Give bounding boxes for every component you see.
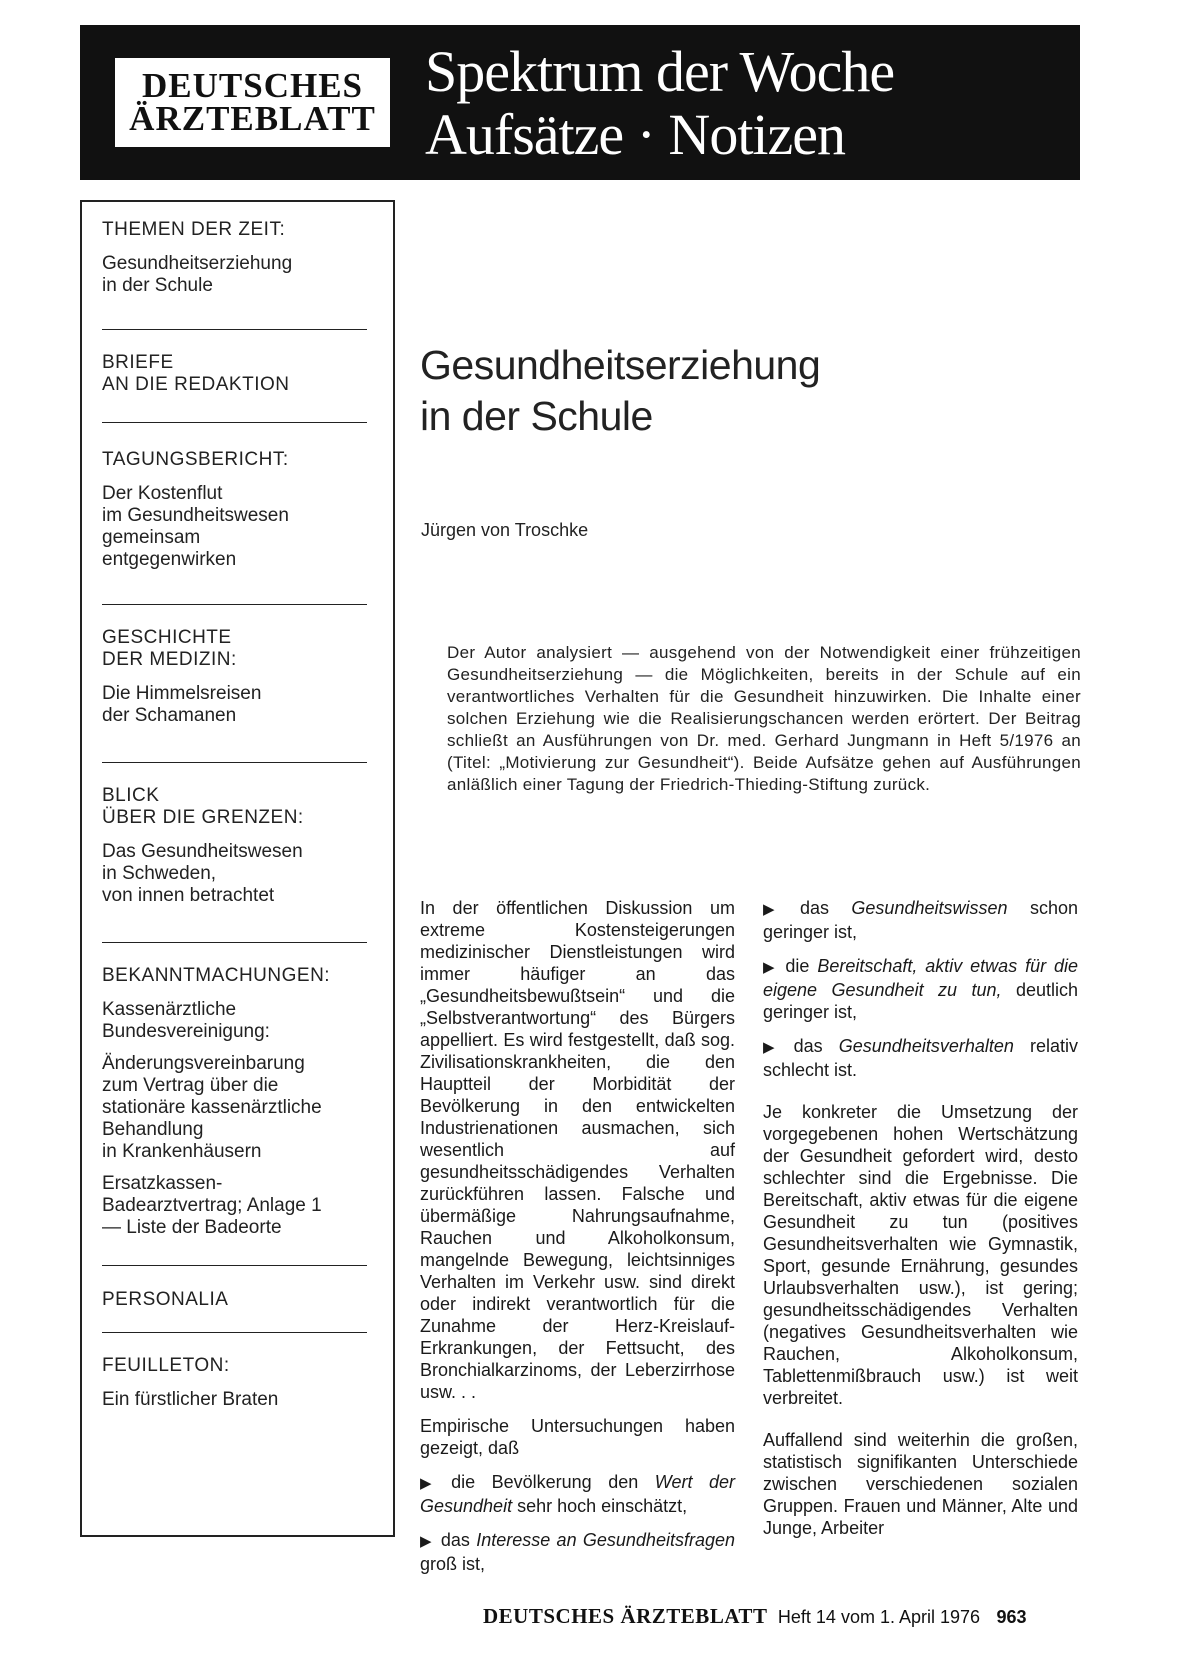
masthead [80, 25, 1080, 180]
footer-journal: DEUTSCHES ÄRZTEBLATT [483, 1604, 768, 1628]
toc-divider [102, 942, 367, 943]
toc-themen-der-zeit[interactable] [102, 219, 372, 297]
toc-geschichte[interactable] [102, 627, 372, 727]
toc-heading: FEUILLETON: [102, 1355, 230, 1376]
bullet-item: ▶ das Gesundheitsverhalten relativ schlecht ist. [763, 1036, 1078, 1080]
toc-divider [102, 1332, 367, 1333]
triangle-bullet-icon: ▶ [763, 959, 778, 976]
journal-logo [115, 58, 390, 147]
toc-heading: BRIEFE AN DIE REDAKTION [102, 352, 290, 395]
toc-entry: Ersatzkassen- Badearztvertrag; Anlage 1 — Liste der Badeorte [102, 1173, 322, 1238]
page-footer [483, 1604, 1027, 1629]
contents-sidebar [80, 200, 395, 1537]
section-title-line1: Spektrum der Woche [425, 39, 895, 104]
toc-divider [102, 422, 367, 423]
text-column-left [420, 897, 735, 1587]
triangle-bullet-icon: ▶ [763, 1039, 786, 1056]
logo-line1: DEUTSCHES [141, 66, 364, 105]
article-title-line2: in der Schule [420, 393, 653, 439]
toc-heading: BEKANNTMACHUNGEN: [102, 965, 331, 986]
author-name: Jürgen von Troschke [421, 520, 589, 540]
toc-heading: TAGUNGSBERICHT: [102, 449, 289, 470]
toc-tagungsbericht[interactable] [102, 449, 372, 571]
toc-divider [102, 1265, 367, 1266]
toc-heading: BLICK ÜBER DIE GRENZEN: [102, 785, 304, 828]
section-title [425, 40, 894, 166]
triangle-bullet-icon: ▶ [420, 1533, 433, 1550]
paragraph: In der öffentlichen Diskussion um extreme Kostensteigerungen medizinischer Dienstleistungen wird immer häufiger an das „Gesundheitsbewußtsein“ und die „Selbstverantwortung“ des Bürgers appelliert. Es wird festgestellt, daß sog. Zivilisationskrankheiten, die den Hauptteil der Morbidität der Bevölkerung in den entwickelten Industrienationen ausmachen, sich wesentlich auf gesundheitsschädigendes Verhalten zurückführen lassen. Falsche und übermäßige Nahrungsaufnahme, Rauchen und Alkoholkonsum, mangelnde Bewegung, leichtsinniges Verhalten im Verkehr usw. sind direkt oder indirekt verantwortlich für die Zunahme der Herz-Kreislauf-Erkrankungen, der Fettsucht, des Bronchialkarzinoms, der Leberzirrhose usw. . . [420, 898, 735, 1402]
triangle-bullet-icon: ▶ [420, 1475, 444, 1492]
toc-entry: Das Gesundheitswesen in Schweden, von innen betrachtet [102, 841, 303, 906]
toc-entry: Änderungsvereinbarung zum Vertrag über die stationäre kassenärztliche Behandlung in Krankenhäusern [102, 1053, 322, 1162]
article-title-line1: Gesundheitserziehung [420, 342, 821, 388]
toc-divider [102, 329, 367, 330]
section-title-line2: Aufsätze · Notizen [425, 102, 846, 167]
toc-entry: Die Himmelsreisen der Schamanen [102, 683, 262, 726]
paragraph: Auffallend sind weiterhin die großen, statistisch signifikanten Unterschiede zwischen verschiedenen sozialen Gruppen. Frauen und Männer, Alte und Junge, Arbeiter [763, 1430, 1078, 1538]
text-column-right [763, 897, 1078, 1551]
bullet-item: ▶ die Bevölkerung den Wert der Gesundheit sehr hoch einschätzt, [420, 1472, 736, 1516]
triangle-bullet-icon: ▶ [763, 901, 792, 918]
bullet-item: ▶ das Interesse an Gesundheitsfragen groß ist, [420, 1530, 735, 1574]
toc-heading: GESCHICHTE DER MEDIZIN: [102, 627, 237, 670]
footer-issue: Heft 14 vom 1. April 1976 [777, 1607, 981, 1627]
toc-entry: Der Kostenflut im Gesundheitswesen gemeinsam entgegenwirken [102, 483, 289, 570]
toc-bekanntmachungen[interactable] [102, 965, 372, 1239]
paragraph: Empirische Untersuchungen haben gezeigt, daß [420, 1416, 735, 1458]
toc-entry: Kassenärztliche Bundesvereinigung: [102, 999, 270, 1042]
page-number: 963 [996, 1607, 1027, 1627]
toc-feuilleton[interactable] [102, 1355, 372, 1411]
article-abstract: Der Autor analysiert — ausgehend von der Notwendigkeit einer frühzeitigen Gesundheitserziehung — die Möglichkeiten, bereits in der Schule auf ein verantwortliches Verhalten für die Gesundheit hinzuwirken. Die Inhalte einer solchen Erziehung wie die Realisierungschancen werden erörtert. Der Beitrag schließt an Ausführungen von Dr. med. Gerhard Jungmann in Heft 5/1976 an (Titel: „Motivierung zur Gesundheit“). Beide Aufsätze gehen auf Ausführungen anläßlich einer Tagung der Friedrich-Thieding-Stiftung zurück. [447, 643, 1081, 794]
bullet-item: ▶ die Bereitschaft, aktiv etwas für die eigene Gesundheit zu tun, deutlich geringer ist, [763, 956, 1079, 1022]
article-title [420, 340, 820, 442]
toc-divider [102, 604, 367, 605]
toc-entry: Gesundheitserziehung in der Schule [102, 253, 293, 296]
toc-divider [102, 762, 367, 763]
toc-heading: PERSONALIA [102, 1289, 229, 1310]
paragraph: Je konkreter die Umsetzung der vorgegebenen hohen Wertschätzung der Gesundheit gefordert wird, desto schlechter sind die Ergebnisse. Die Bereitschaft, aktiv etwas für die eigene Gesundheit zu tun (positives Gesundheitsverhalten wie Gymnastik, Sport, gesunde Ernährung, gesundes Urlaubsverhalten usw.), ist gering; gesundheitsschädigendes Verhalten (negatives Gesundheitsverhalten wie Rauchen, Alkoholkonsum, Tablettenmißbrauch usw.) ist weit verbreitet. [763, 1102, 1078, 1408]
bullet-item: ▶ das Gesundheitswissen schon geringer ist, [763, 898, 1078, 942]
toc-briefe[interactable] [102, 352, 372, 396]
toc-personalia[interactable] [102, 1289, 372, 1311]
toc-blick[interactable] [102, 785, 372, 907]
toc-heading: THEMEN DER ZEIT: [102, 219, 286, 240]
logo-line2: ÄRZTEBLATT [129, 99, 376, 138]
toc-entry: Ein fürstlicher Braten [102, 1389, 279, 1410]
